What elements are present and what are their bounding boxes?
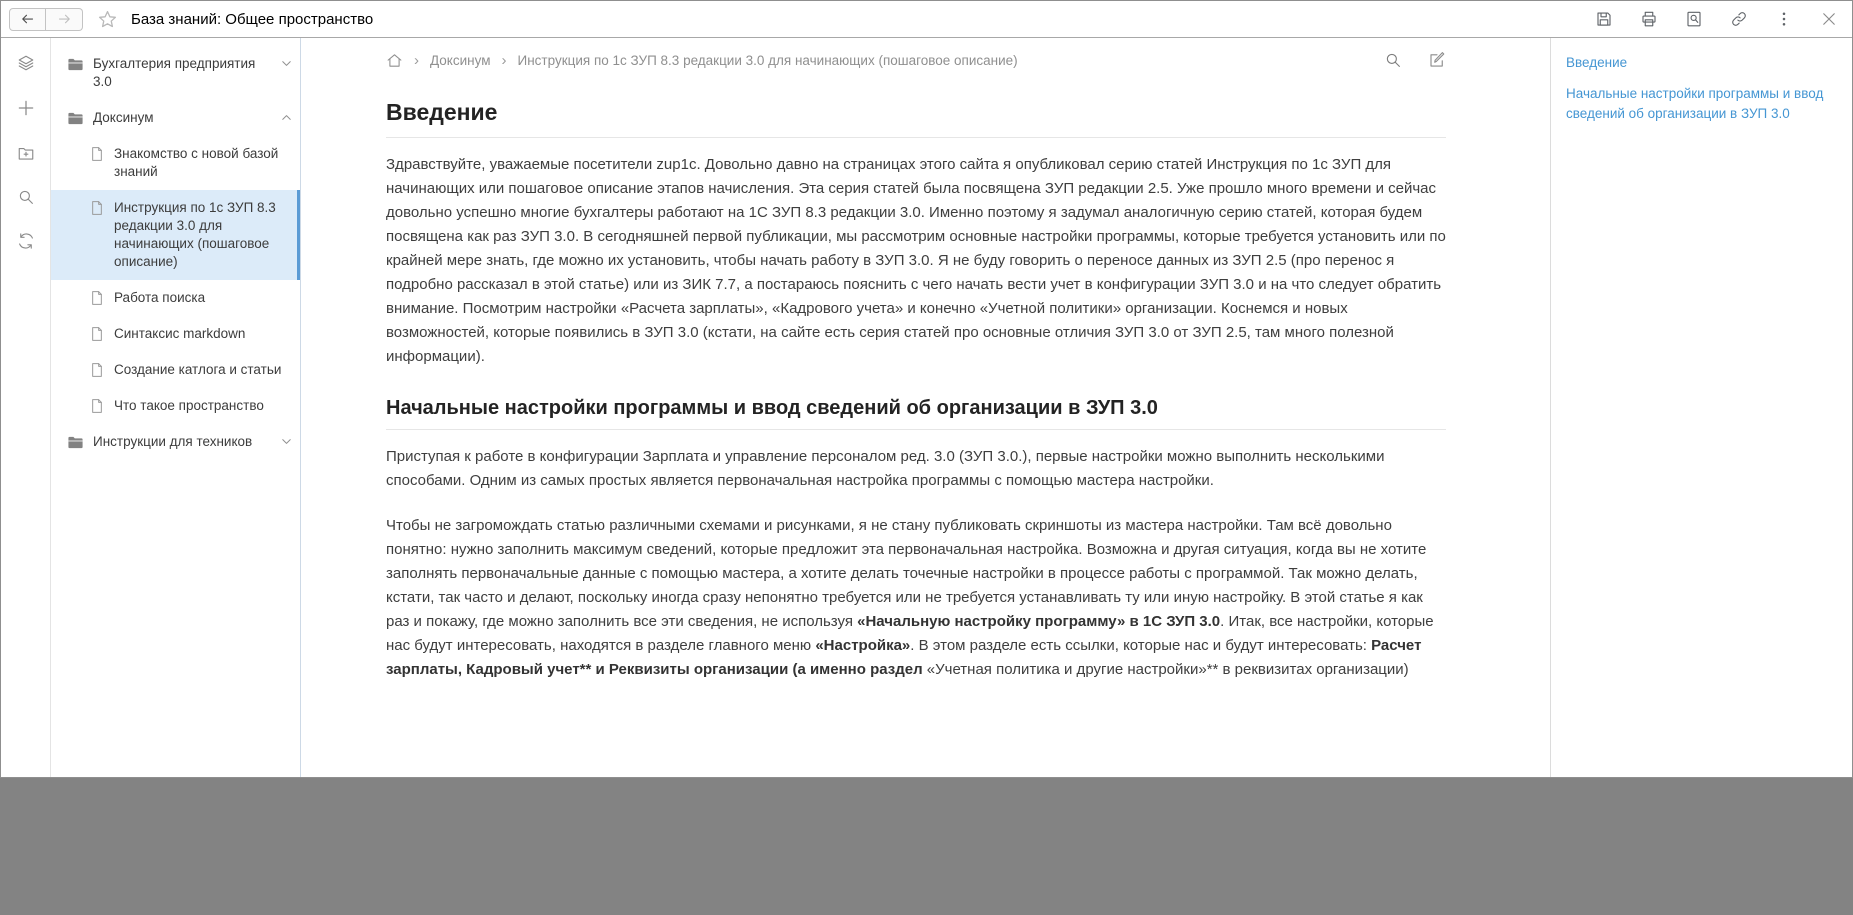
titlebar-actions [1595,10,1838,28]
navigation-tree [51,38,301,777]
tree-item-label: Работа поиска [114,290,206,305]
bold-text: «Начальную настройку программу» в 1С ЗУП 3.0 [857,613,1221,630]
link-button[interactable] [1730,10,1748,28]
tree-item[interactable] [51,352,300,388]
search-icon [1384,51,1402,69]
tree-item-label: Знакомство с новой базой знаний [114,146,279,179]
window-title: База знаний: Общее пространство [131,10,374,28]
edit-button[interactable] [1428,51,1446,69]
doc-icon [89,200,105,216]
tool-strip [1,38,51,777]
main-panel [301,38,1550,777]
refresh-icon [17,232,35,250]
tree-item[interactable] [51,316,300,352]
add-icon [16,98,36,118]
history-nav [9,8,83,31]
preview-button[interactable] [1685,10,1703,28]
back-button[interactable] [9,8,46,31]
breadcrumb-link[interactable]: Доксинум [430,52,491,68]
add-folder-button[interactable] [17,144,35,162]
tree-item-label: Доксинум [93,110,154,125]
tree-item[interactable] [51,424,300,460]
add-folder-icon [17,144,35,162]
print-button[interactable] [1640,10,1658,28]
favorite-button[interactable] [97,9,118,30]
tree-item[interactable] [51,280,300,316]
save-icon [1595,10,1613,28]
save-button[interactable] [1595,10,1613,28]
search-icon [17,188,35,206]
text: . Итак, все настройки, которые нас будут интересовать, находятся в разделе главного меню [386,613,1434,654]
breadcrumb-items [414,52,1018,69]
more-button[interactable] [1775,10,1793,28]
tree-item[interactable] [51,388,300,424]
add-button[interactable] [16,98,36,118]
tree-item[interactable] [51,190,300,280]
tree-item-label: Инструкции для техников [93,434,253,449]
bold-text: «Настройка» [815,637,911,654]
text: . В этом разделе есть ссылки, которые нас и будут интересовать: [910,637,1372,654]
toc-link[interactable]: Введение [1566,55,1628,70]
text: Чтобы не загромождать статью различными схемами и рисунками, я не стану публиковать скриншоты из мастера настройки. Там всё довольно понятно: нужно заполнить максимум сведений, которые предложит эта первоначальная настройка. Возможна и другая ситуация, когда вы не хотите заполнять первоначальные данные с помощью мастера, а хотите делать точечные настройки в процессе работы с программой. Так можно делать, кстати, так часто и делают, поскольку иногда сразу непонятно требуется или не требуется устанавливать ту или иную настройку. В этой статье я как раз и покажу, где можно заполнить все эти сведения, не используя [386,517,1427,630]
tree-item-label: Синтаксис markdown [114,326,246,341]
tree-item[interactable] [51,46,300,100]
chevron-up-icon[interactable] [279,110,294,125]
refresh-button[interactable] [17,232,35,250]
desktop-background [0,778,1853,915]
doc-icon [89,326,105,342]
star-icon [97,9,118,30]
app-body [1,38,1852,777]
more-icon [1775,10,1793,28]
tree-item-label: Бухгалтерия предприятия 3.0 [93,56,256,89]
article-paragraph [386,445,1446,493]
forward-icon [55,10,73,28]
text: «Учетная политика и другие настройки»** в реквизитах организации) [926,661,1409,678]
tree-item-label: Что такое пространство [114,398,264,413]
layers-icon [17,54,35,72]
bold-text: Расчет зарплаты, Кадровый учет** и Реквизиты организации (а именно раздел [386,637,1422,678]
breadcrumb-actions [1384,51,1446,69]
toc-link[interactable]: Начальные настройки программы и ввод сведений об организации в ЗУП 3.0 [1566,86,1824,121]
doc-icon [89,290,105,306]
breadcrumb-link[interactable]: Инструкция по 1с ЗУП 8.3 редакции 3.0 для начинающих (пошаговое описание) [517,52,1018,68]
search-button[interactable] [1384,51,1402,69]
article-paragraph [386,153,1446,369]
close-icon [1820,10,1838,28]
doc-icon [89,146,105,162]
text: Приступая к работе в конфигурации Зарплата и управление персоналом ред. 3.0 (ЗУП 3.0.), первые настройки можно выполнить несколькими способами. Одним из самых простых является первоначальная настройка программы с помощью мастера настройки. [386,448,1385,489]
doc-icon [89,398,105,414]
preview-icon [1685,10,1703,28]
article-paragraph [386,514,1446,682]
print-icon [1640,10,1658,28]
breadcrumb-separator: › [501,51,507,69]
doc-icon [89,362,105,378]
table-of-contents [1550,38,1852,777]
back-icon [19,10,37,28]
close-button[interactable] [1820,10,1838,28]
breadcrumb [386,38,1446,82]
chevron-down-icon[interactable] [279,56,294,71]
folder-icon [67,56,84,73]
tree-item[interactable] [51,136,300,190]
forward-button[interactable] [46,8,83,31]
link-icon [1730,10,1748,28]
section-heading: Введение [386,99,1446,138]
layers-button[interactable] [17,54,35,72]
tree-item-label: Создание катлога и статьи [114,362,282,377]
home-icon[interactable] [386,52,403,69]
title-bar [1,1,1852,38]
chevron-down-icon[interactable] [279,434,294,449]
search-button[interactable] [17,188,35,206]
section-heading: Начальные настройки программы и ввод сведений об организации в ЗУП 3.0 [386,397,1446,430]
tree-item-label: Инструкция по 1с ЗУП 8.3 редакции 3.0 для начинающих (пошаговое описание) [114,200,276,269]
tree-item[interactable] [51,100,300,136]
folder-icon [67,110,84,127]
text: Здравствуйте, уважаемые посетители zup1c. Довольно давно на страницах этого сайта я опубликовал серию статей Инструкция по 1с ЗУП для начинающих или пошаговое описание этапов начисления. Эта серия статей была посвящена ЗУП редакции 2.5. Уже прошло много времени и сейчас довольно успешно многие бухгалтеры работают на 1С ЗУП 8.3 редакции 3.0. Именно поэтому я задумал аналогичную серию статей, которая будем посвящена как раз ЗУП 3.0. В сегодняшней первой публикации, мы рассмотрим основные настройки программы, которые требуется установить или по крайней мере знать, где можно их установить, чтобы начать работу в ЗУП 3.0. Я не буду говорить о переносе данных из ЗУП 2.5 (про перенос я подробно рассказал в этой статье) или из ЗИК 7.7, а постараюсь пояснить с чего начать вести учет в конфигурации ЗУП 3.0 и на что следует обратить внимание. Посмотрим настройки «Расчета зарплаты», «Кадрового учета» и конечно «Учетной политики» организации. Коснемся и новых возможностей, которые появились в ЗУП 3.0 (кстати, на сайте есть серия статей про основные отличия ЗУП 3.0 от ЗУП 2.5, там много полезной информации). [386,156,1446,365]
edit-icon [1428,51,1446,69]
folder-icon [67,434,84,451]
breadcrumb-separator: › [414,51,419,69]
article [386,99,1446,682]
